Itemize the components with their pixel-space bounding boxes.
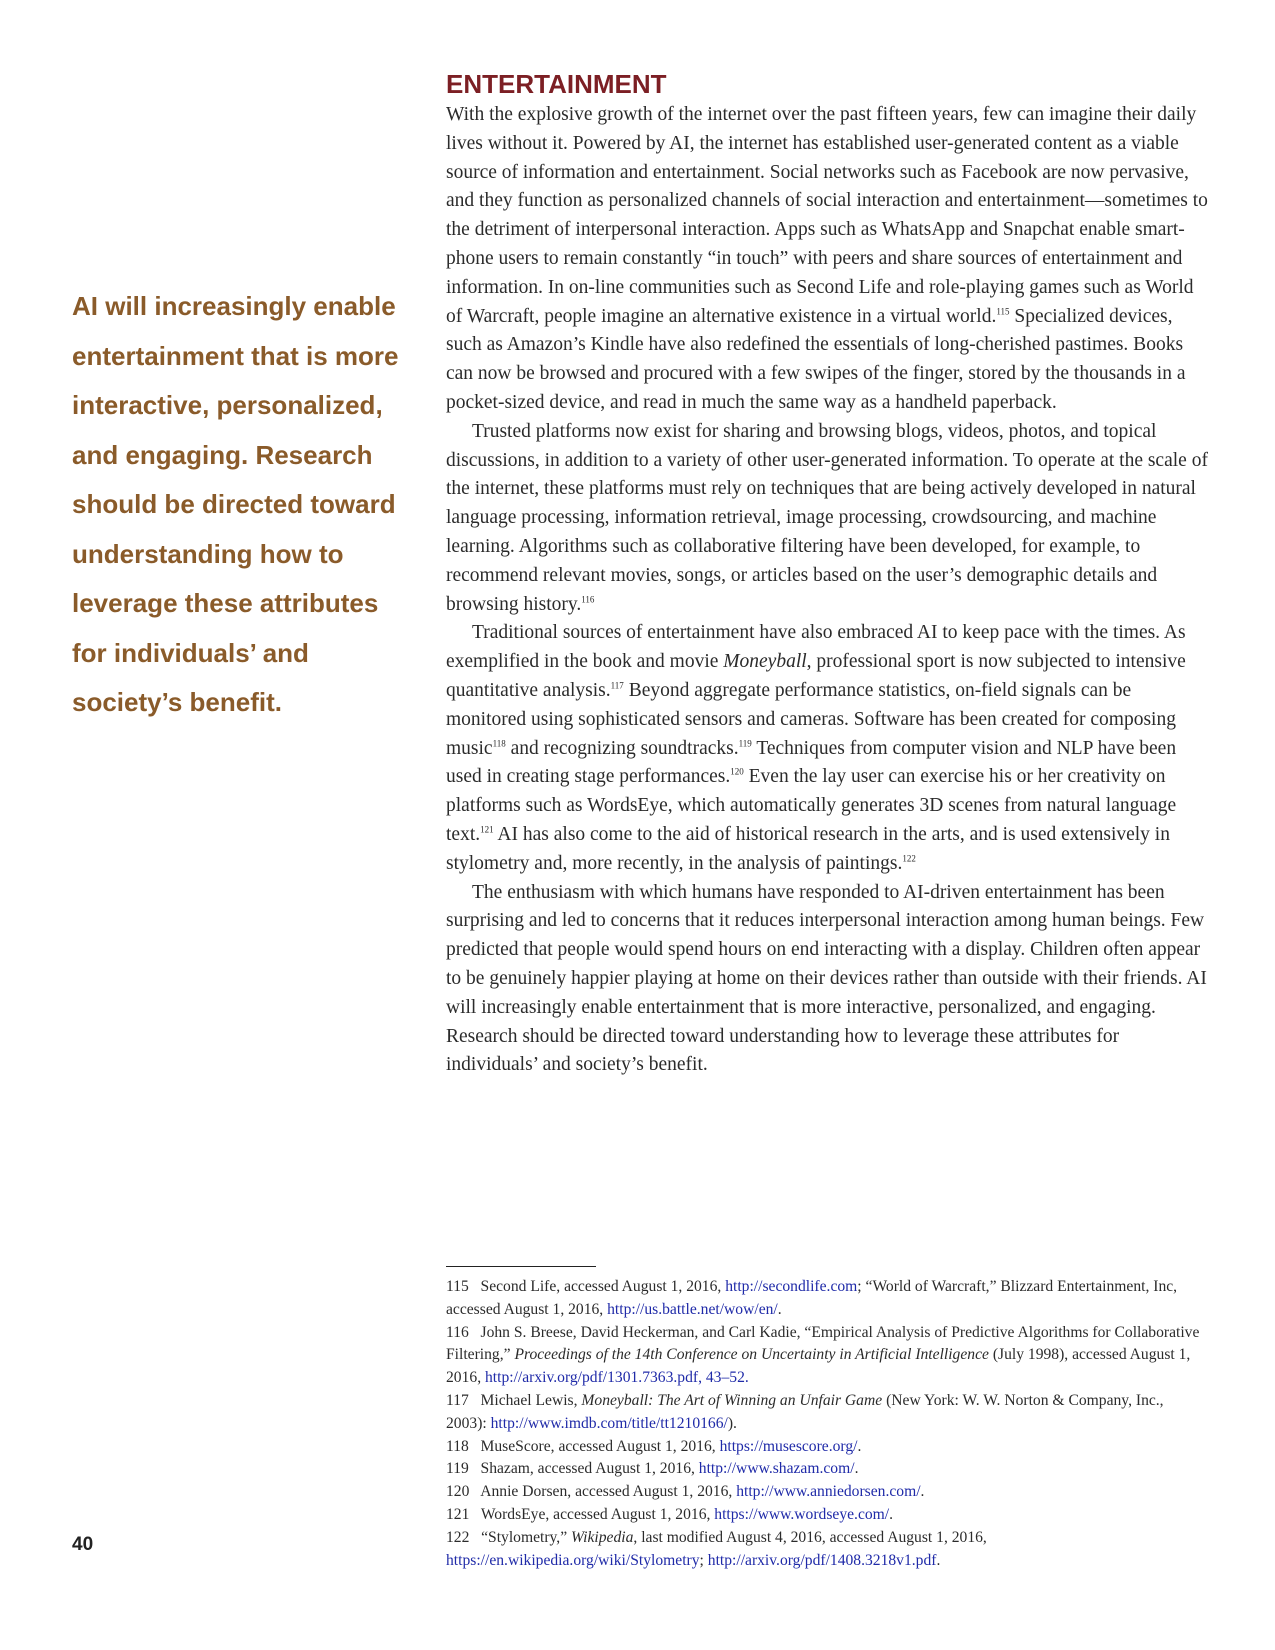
footnote-text: , last modified August 4, 2016, accessed August 1, 2016, bbox=[633, 1528, 987, 1546]
footnote-italic: Moneyball: The Art of Winning an Unfair Game bbox=[581, 1391, 883, 1409]
footnote-link[interactable]: https://musescore.org/ bbox=[719, 1437, 858, 1455]
footnote-117 bbox=[446, 1390, 1208, 1436]
text-span: and recognizing soundtracks. bbox=[505, 737, 739, 759]
footnote-link[interactable]: https://en.wikipedia.org/wiki/Stylometry bbox=[446, 1551, 700, 1569]
footnote-link[interactable]: http://arxiv.org/pdf/1408.3218v1.pdf bbox=[707, 1551, 937, 1569]
footnote-ref-121[interactable]: 121 bbox=[480, 824, 494, 835]
footnote-120 bbox=[446, 1481, 1208, 1504]
footnote-number: 115 bbox=[446, 1278, 469, 1295]
footnote-text: “Stylometry,” bbox=[481, 1528, 572, 1546]
main-column bbox=[446, 68, 1208, 1080]
footnote-text: John S. Breese, David Heckerman, and Carl Kadie, “Empirical Analysis of Predictive Algorithms for Collaborative Filtering,” bbox=[446, 1323, 1200, 1364]
footnote-number: 117 bbox=[446, 1391, 469, 1409]
footnote-link[interactable]: http://secondlife.com bbox=[725, 1278, 858, 1295]
footnote-text: . bbox=[889, 1505, 894, 1523]
footnote-text: Shazam, accessed August 1, 2016, bbox=[480, 1460, 699, 1478]
footnote-text: ). bbox=[727, 1414, 737, 1432]
footnote-text: Annie Dorsen, accessed August 1, 2016, bbox=[480, 1483, 737, 1501]
footnotes bbox=[446, 1276, 1208, 1572]
paragraph-2 bbox=[446, 418, 1208, 620]
footnote-italic: Proceedings of the 14th Conference on Uncertainty in Artificial Intelligence bbox=[514, 1346, 989, 1364]
footnote-link[interactable]: http://arxiv.org/pdf/1301.7363.pdf, 43–52. bbox=[484, 1369, 749, 1387]
pull-quote: AI will increasingly enable entertainment that is more interactive, personalized, and engaging. Research should be directed toward understanding how to leverage these attributes for individuals’ and society’s benefit. bbox=[72, 291, 399, 717]
footnote-number: 119 bbox=[446, 1460, 469, 1478]
footnote-number: 122 bbox=[446, 1528, 470, 1546]
footnote-number: 121 bbox=[446, 1505, 470, 1523]
footnote-text: (New York: W. W. Norton & Company, Inc., 2003): bbox=[446, 1391, 1164, 1432]
footnote-text: . bbox=[936, 1551, 941, 1569]
footnote-text: MuseScore, accessed August 1, 2016, bbox=[480, 1437, 720, 1455]
footnote-text: ; bbox=[699, 1551, 708, 1569]
footnote-text: Michael Lewis, bbox=[480, 1391, 582, 1409]
footnote-link[interactable]: http://www.imdb.com/title/tt1210166/ bbox=[490, 1414, 728, 1432]
footnote-115 bbox=[446, 1276, 1208, 1322]
footnote-text: WordsEye, accessed August 1, 2016, bbox=[480, 1505, 715, 1523]
page-number: 40 bbox=[72, 1534, 94, 1555]
text-span: Techniques from computer vision and NLP have been used in creating stage performances. bbox=[446, 737, 1177, 788]
footnote-121 bbox=[446, 1504, 1208, 1527]
footnote-number: 116 bbox=[446, 1323, 469, 1341]
text-span: Trusted platforms now exist for sharing and browsing blogs, videos, photos, and topical discussions, in addition to a variety of other user-generated information. To operate at the scale of the internet, these platforms must rely on techniques that are being actively developed in natural language processing, information retrieval, image processing, crowdsourcing, and machine learning. Algorithms such as collaborative filtering have been developed, for example, to recommend relevant movies, songs, or articles based on the user’s demographic details and browsing history. bbox=[446, 420, 1208, 615]
paragraph-4: The enthusiasm with which humans have responded to AI-driven entertainment has been surprising and led to concerns that it reduces interpersonal interaction among human beings. Few predicted that people would spend hours on end interacting with a display. Children often appear to be genuinely happier playing at home on their devices rather than outside with their friends. AI will increasingly enable entertainment that is more interactive, personalized, and engaging. Research should be directed toward understanding how to leverage these attributes for individuals’ and society’s benefit. bbox=[446, 881, 1207, 1076]
footnote-119 bbox=[446, 1458, 1208, 1481]
footnote-text: Second Life, accessed August 1, 2016, bbox=[480, 1278, 726, 1295]
footnote-118 bbox=[446, 1436, 1208, 1459]
footnote-link[interactable]: http://www.anniedorsen.com/ bbox=[736, 1483, 921, 1501]
text-span: Specialized devices, such as Amazon’s Kindle have also redefined the essentials of long-cherished pastimes. Books can now be browsed and procured with a few swipes of the finger, stored by the thousands in a pocket-sized device, and read in much the same way as a handheld paperback. bbox=[446, 305, 1186, 413]
footnote-text: (July 1998), accessed August 1, 2016, bbox=[446, 1346, 1191, 1387]
paragraph-1 bbox=[446, 101, 1208, 418]
footnote-number: 118 bbox=[446, 1437, 469, 1455]
text-span: With the explosive growth of the internet over the past fifteen years, few can imagine their daily lives without it. Powered by AI, the internet has established user-generated content as a viable source of information and entertainment. Social networks such as Facebook are now pervasive, and they function as personalized channels of social interaction and entertainment—sometimes to the detriment of interpersonal interaction. Apps such as WhatsApp and Snapchat enable smart-phone users to remain constantly “in touch” with peers and share sources of entertainment and information. In on-line communities such as Second Life and role-playing games such as World of Warcraft, people imagine an alternative existence in a virtual world. bbox=[446, 104, 1208, 327]
footnote-link[interactable]: http://www.shazam.com/ bbox=[698, 1460, 855, 1478]
footnote-ref-118[interactable]: 118 bbox=[492, 738, 506, 749]
section-heading: ENTERTAINMENT bbox=[446, 69, 667, 99]
text-span: AI has also come to the aid of historical research in the arts, and is used extensively in stylometry and, more recently, in the analysis of paintings. bbox=[446, 823, 1170, 874]
book-title-italic: Moneyball bbox=[723, 651, 807, 673]
text-span: Traditional sources of entertainment have also embraced AI to keep pace with the times. As exemplified in the book and movie bbox=[446, 622, 1186, 673]
footnote-number: 120 bbox=[446, 1483, 470, 1501]
footnote-ref-120[interactable]: 120 bbox=[730, 766, 744, 777]
footnote-link[interactable]: http://us.battle.net/wow/en/ bbox=[607, 1300, 778, 1318]
footnote-ref-116[interactable]: 116 bbox=[581, 594, 595, 605]
footnote-116 bbox=[446, 1322, 1208, 1390]
footnote-122 bbox=[446, 1527, 1208, 1573]
footnote-italic: Wikipedia bbox=[571, 1528, 634, 1546]
footnote-divider bbox=[446, 1266, 596, 1267]
footnote-text: . bbox=[857, 1437, 862, 1455]
footnote-text: . bbox=[854, 1460, 859, 1478]
footnote-ref-117[interactable]: 117 bbox=[610, 680, 624, 691]
text-span: Even the lay user can exercise his or her creativity on platforms such as WordsEye, which automatically generates 3D scenes from natural language text. bbox=[446, 766, 1177, 845]
paragraph-3 bbox=[446, 619, 1208, 878]
footnote-text: . bbox=[920, 1483, 925, 1501]
footnote-link[interactable]: https://www.wordseye.com/ bbox=[714, 1505, 890, 1523]
text-span: Beyond aggregate performance statistics, on-field signals can be monitored using sophisticated sensors and cameras. Software has been created for composing music bbox=[446, 679, 1176, 759]
footnote-text: ; “World of Warcraft,” Blizzard Entertainment, Inc, accessed August 1, 2016, bbox=[446, 1278, 1178, 1318]
text-span: , professional sport is now subjected to intensive quantitative analysis. bbox=[446, 651, 1186, 701]
footnote-text: . bbox=[777, 1300, 782, 1318]
footnote-ref-115[interactable]: 115 bbox=[996, 306, 1010, 317]
footnote-ref-119[interactable]: 119 bbox=[738, 738, 752, 749]
footnote-ref-122[interactable]: 122 bbox=[902, 853, 916, 864]
